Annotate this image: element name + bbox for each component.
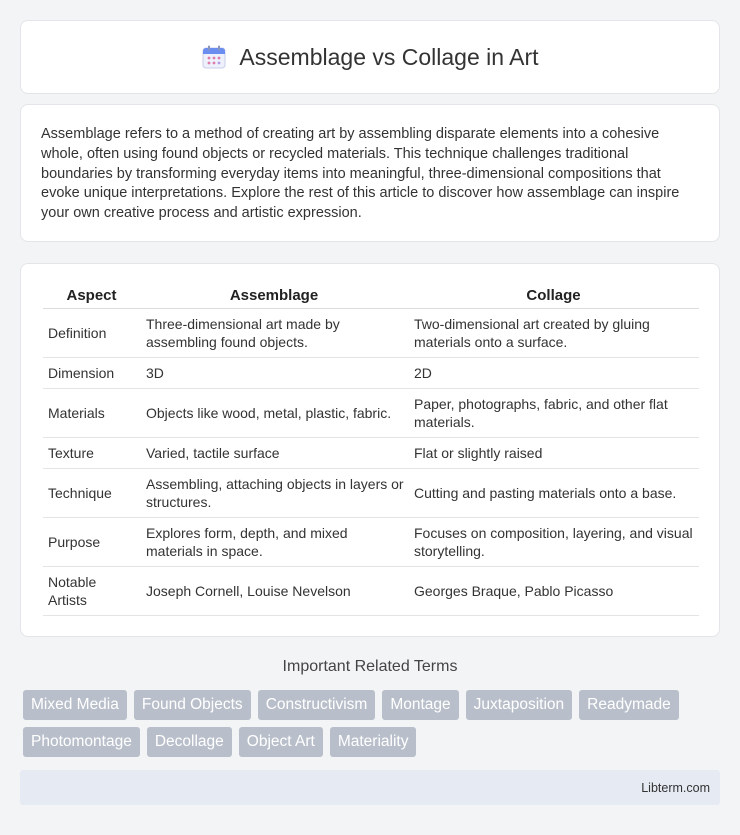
table-row	[43, 388, 699, 437]
header-collage: Collage	[408, 284, 699, 308]
tag-juxtaposition[interactable]: Juxtaposition	[466, 690, 572, 720]
header-card	[20, 20, 720, 94]
tag-materiality[interactable]: Materiality	[330, 727, 417, 757]
table-row	[43, 517, 699, 566]
tag-object-art[interactable]: Object Art	[239, 727, 323, 757]
row-aspect: Materials	[43, 388, 140, 437]
row-aspect: Texture	[43, 437, 140, 468]
tag-photomontage[interactable]: Photomontage	[23, 727, 140, 757]
intro-card	[20, 104, 720, 242]
row-aspect: Notable Artists	[43, 566, 140, 615]
row-collage: Cutting and pasting materials onto a base.	[408, 468, 699, 517]
row-collage: 2D	[408, 357, 699, 388]
row-aspect: Dimension	[43, 357, 140, 388]
table-row	[43, 357, 699, 388]
comparison-card	[20, 263, 720, 637]
comparison-table	[43, 284, 699, 616]
row-assemblage: Three-dimensional art made by assembling found objects.	[140, 308, 408, 357]
table-header-row	[43, 284, 699, 308]
tag-mixed-media[interactable]: Mixed Media	[23, 690, 127, 720]
row-collage: Focuses on composition, layering, and visual storytelling.	[408, 517, 699, 566]
tag-decollage[interactable]: Decollage	[147, 727, 232, 757]
row-assemblage: Explores form, depth, and mixed materials in space.	[140, 517, 408, 566]
row-assemblage: Varied, tactile surface	[140, 437, 408, 468]
row-aspect: Definition	[43, 308, 140, 357]
table-row	[43, 468, 699, 517]
row-assemblage: Assembling, attaching objects in layers or structures.	[140, 468, 408, 517]
related-terms-title: Important Related Terms	[282, 658, 458, 675]
header-aspect: Aspect	[43, 284, 140, 308]
intro-text: Assemblage refers to a method of creating art by assembling disparate elements into a cohesive whole, often using found objects or recycled materials. This technique challenges traditional boundaries by transforming everyday items into meaningful, three-dimensional compositions that evoke unique interpretations. Explore the rest of this article to discover how assemblage can inspire your own creative process and artistic expression.	[41, 126, 680, 222]
row-aspect: Purpose	[43, 517, 140, 566]
tag-readymade[interactable]: Readymade	[579, 690, 679, 720]
row-collage: Georges Braque, Pablo Picasso	[408, 566, 699, 615]
related-terms-list	[23, 690, 723, 757]
row-aspect: Technique	[43, 468, 140, 517]
footer	[20, 770, 720, 805]
row-assemblage: Joseph Cornell, Louise Nevelson	[140, 566, 408, 615]
header-assemblage: Assemblage	[140, 284, 408, 308]
row-assemblage: 3D	[140, 357, 408, 388]
table-row	[43, 566, 699, 615]
row-assemblage: Objects like wood, metal, plastic, fabric.	[140, 388, 408, 437]
calendar-icon	[201, 44, 227, 70]
tag-found-objects[interactable]: Found Objects	[134, 690, 251, 720]
row-collage: Flat or slightly raised	[408, 437, 699, 468]
row-collage: Two-dimensional art created by gluing materials onto a surface.	[408, 308, 699, 357]
table-row	[43, 308, 699, 357]
tag-constructivism[interactable]: Constructivism	[258, 690, 376, 720]
footer-source-link[interactable]: Libterm.com	[641, 780, 710, 795]
row-collage: Paper, photographs, fabric, and other flat materials.	[408, 388, 699, 437]
page-title: Assemblage vs Collage in Art	[239, 43, 539, 70]
table-row	[43, 437, 699, 468]
tag-montage[interactable]: Montage	[382, 690, 458, 720]
